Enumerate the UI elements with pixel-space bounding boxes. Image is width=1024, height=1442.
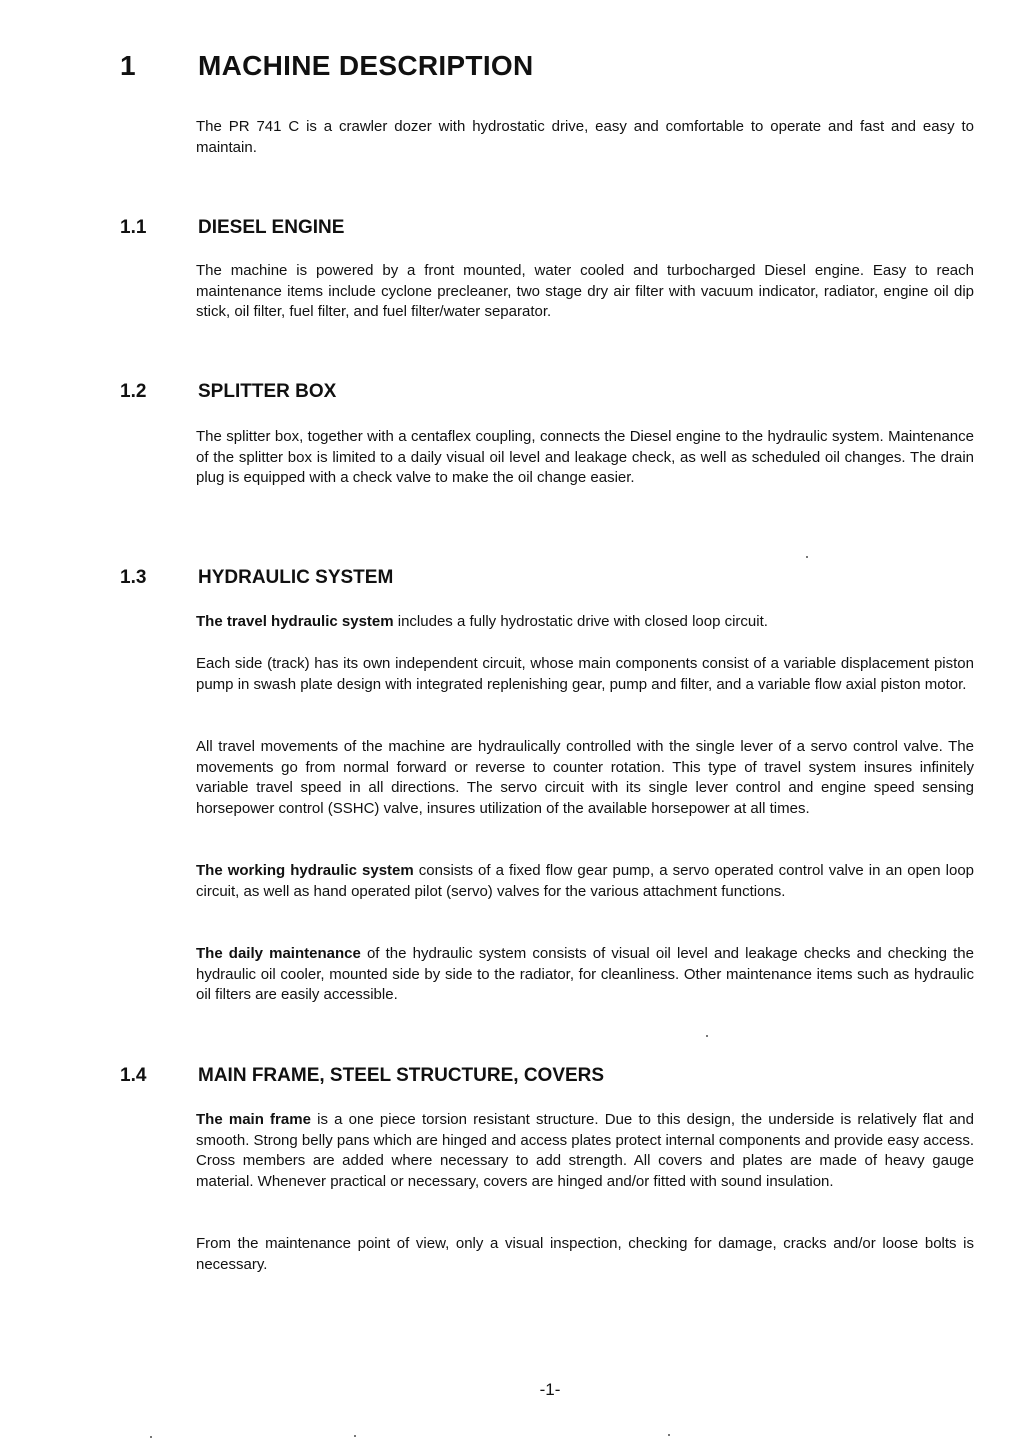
paragraph bbox=[196, 654, 974, 695]
paragraph-lead: The daily maintenance bbox=[196, 945, 361, 962]
scan-speck bbox=[668, 1434, 670, 1436]
section-title: MAIN FRAME, STEEL STRUCTURE, COVERS bbox=[198, 1065, 605, 1086]
paragraph-text: Each side (track) has its own independent circuit, whose main components consist of a variable displacement piston pump in swash plate design with integrated replenishing gear, pump and filter, and a variable flow axial piston motor. bbox=[196, 655, 974, 693]
paragraph-text: The splitter box, together with a centaflex coupling, connects the Diesel engine to the hydraulic system. Maintenance of the splitter box is limited to a daily visual oil level and leakage check, as well as scheduled oil changes. The drain plug is equipped with a check valve to make the oil change easier. bbox=[196, 428, 974, 486]
paragraph-text: From the maintenance point of view, only a visual inspection, checking for damage, cracks and/or loose bolts is necessary. bbox=[196, 1235, 974, 1273]
paragraph bbox=[196, 612, 974, 633]
paragraph-text: of the hydraulic system consists of visual oil level and leakage checks and checking the hydraulic oil cooler, mounted side by side to the radiator, for cleanliness. Other maintenance items such as hydraulic oil filters are easily accessible. bbox=[196, 945, 974, 1003]
paragraph bbox=[196, 261, 974, 323]
section-number: 1.1 bbox=[120, 217, 147, 238]
paragraph bbox=[196, 737, 974, 819]
paragraph bbox=[196, 861, 974, 902]
paragraph-lead: The travel hydraulic system bbox=[196, 613, 394, 630]
chapter-title: MACHINE DESCRIPTION bbox=[198, 50, 534, 81]
scan-speck bbox=[706, 1035, 708, 1037]
page-number: -1- bbox=[539, 1380, 561, 1399]
paragraph-text: includes a fully hydrostatic drive with closed loop circuit. bbox=[393, 613, 768, 630]
paragraph-text: All travel movements of the machine are hydraulically controlled with the single lever of a servo control valve. The movements go from normal forward or reverse to counter rotation. This type of travel system insures infinitely variable travel speed in all directions. The servo circuit with its single lever control and engine speed sensing horsepower control (SSHC) valve, insures utilization of the available horsepower at all times. bbox=[196, 738, 974, 817]
chapter-intro: The PR 741 C is a crawler dozer with hydrostatic drive, easy and comfortable to operate and fast and easy to maintain. bbox=[196, 118, 974, 156]
section-number: 1.3 bbox=[120, 567, 147, 588]
paragraph-lead: The main frame bbox=[196, 1111, 311, 1128]
paragraph-text: is a one piece torsion resistant structure. Due to this design, the underside is relatively flat and smooth. Strong belly pans which are hinged and access plates protect internal components and provide easy access. Cross members are added where necessary to add strength. All covers and plates are made of heavy gauge material. Whenever practical or necessary, covers are hinged and/or fitted with sound insulation. bbox=[196, 1111, 974, 1190]
section-number: 1.2 bbox=[120, 381, 147, 402]
paragraph bbox=[196, 1234, 974, 1275]
paragraph-text: consists of a fixed flow gear pump, a servo operated control valve in an open loop circuit, as well as hand operated pilot (servo) valves for the various attachment functions. bbox=[196, 862, 975, 900]
section-title: SPLITTER BOX bbox=[198, 381, 337, 402]
section-title: DIESEL ENGINE bbox=[198, 217, 345, 238]
chapter-number: 1 bbox=[120, 50, 136, 81]
section-title: HYDRAULIC SYSTEM bbox=[198, 567, 394, 588]
section-number: 1.4 bbox=[120, 1065, 147, 1086]
paragraph bbox=[196, 1110, 974, 1192]
paragraph-text: The machine is powered by a front mounted, water cooled and turbocharged Diesel engine. Easy to reach maintenance items include cyclone precleaner, two stage dry air filter with vacuum indicator, radiator, engine oil dip stick, oil filter, fuel filter, and fuel filter/water separator. bbox=[196, 262, 974, 320]
scan-speck bbox=[150, 1436, 152, 1438]
paragraph bbox=[196, 427, 974, 489]
scan-speck bbox=[806, 556, 808, 558]
paragraph-lead: The working hydraulic system bbox=[196, 862, 414, 879]
paragraph bbox=[196, 944, 974, 1006]
scan-speck bbox=[354, 1435, 356, 1437]
